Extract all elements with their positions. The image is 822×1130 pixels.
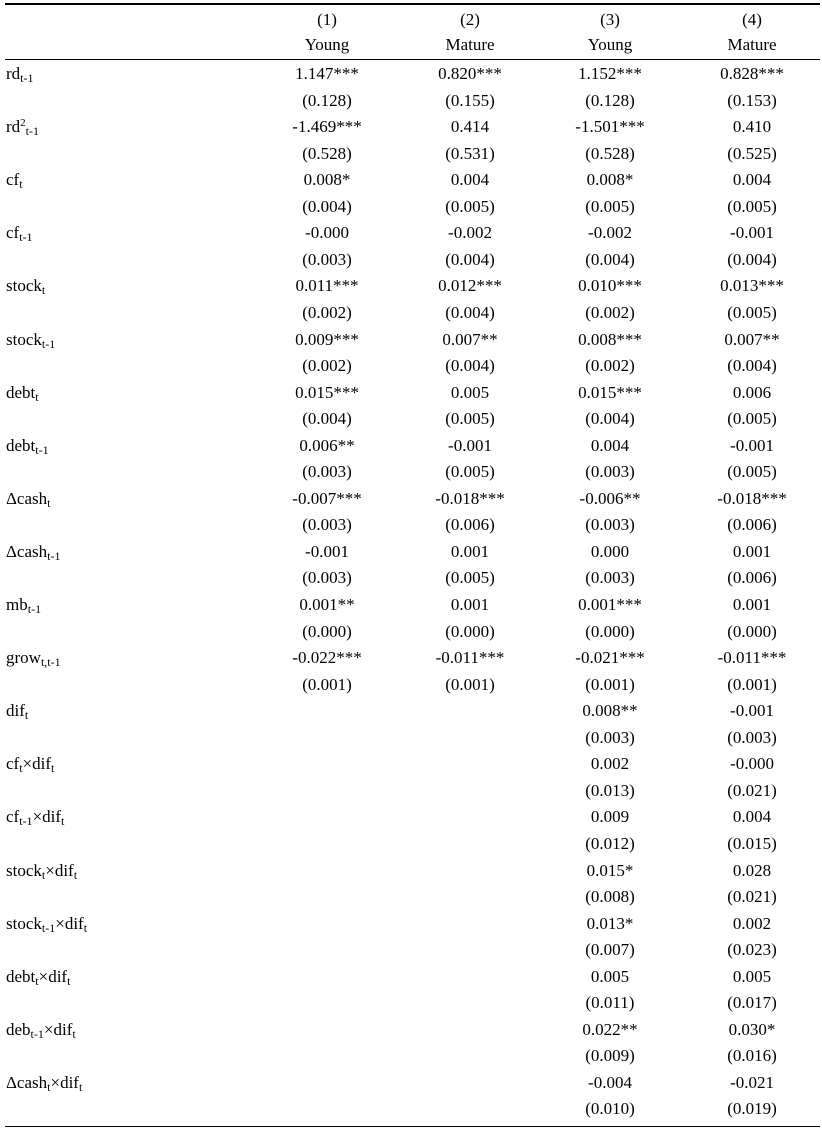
coefficient-cell: 0.820*** — [438, 64, 502, 83]
variable-label — [6, 645, 61, 672]
label-part-sub2: t — [83, 920, 88, 935]
label-part-sub: t — [41, 283, 46, 298]
coefficient-cell: 0.008* — [586, 170, 634, 190]
coef-row — [5, 539, 820, 566]
se-row — [5, 778, 820, 805]
coef-row — [5, 61, 820, 88]
variable-label — [6, 486, 50, 513]
se-row — [5, 194, 820, 221]
variable-label — [6, 804, 64, 831]
label-part-sub: t-1 — [35, 442, 49, 457]
label-part-sub2: t — [78, 1079, 83, 1094]
coef-row — [5, 114, 820, 141]
label-part-sub: t-1 — [19, 230, 33, 245]
coefficient-cell: 0.002 — [732, 913, 772, 933]
label-part-base: rd — [6, 64, 21, 83]
label-part-sub: t-1 — [41, 920, 56, 935]
std-error-cell: (0.000) — [302, 621, 352, 641]
label-part-sub2: t — [61, 814, 65, 829]
variable-label — [6, 592, 41, 619]
coefficient-cell: 0.007** — [442, 329, 498, 349]
coef-row — [5, 645, 820, 672]
coefficient-cell: -0.004 — [588, 1072, 632, 1092]
column-group: Mature — [727, 35, 777, 54]
coef-row — [5, 327, 820, 354]
std-error-cell: (0.011) — [585, 993, 635, 1013]
coefficient-cell: -0.001 — [730, 223, 774, 243]
std-error-cell: (0.531) — [445, 143, 495, 163]
coefficient-cell: 0.414 — [450, 117, 490, 137]
label-part-sub: t-1 — [25, 124, 40, 139]
std-error-cell: (0.004) — [445, 249, 495, 269]
std-error-cell — [405, 1096, 535, 1123]
se-row — [5, 247, 820, 274]
top-rule — [5, 3, 820, 5]
coefficient-cell: 0.028 — [732, 860, 772, 880]
label-part-base: cf — [6, 754, 20, 774]
label-part-base2: ×dif — [45, 860, 74, 880]
std-error-cell — [262, 725, 392, 752]
std-error-cell: (0.004) — [727, 356, 777, 375]
std-error-cell — [405, 1043, 535, 1070]
label-part-sub: t — [35, 389, 39, 404]
coef-row — [5, 911, 820, 938]
std-error-cell: (0.005) — [445, 462, 495, 482]
variable-label — [6, 858, 77, 885]
label-part-sub: t — [24, 708, 29, 723]
label-part-base: mb — [6, 595, 28, 614]
coefficient-cell: -0.001 — [730, 701, 774, 721]
coefficient-cell: 0.006** — [299, 435, 355, 455]
std-error-cell: (0.004) — [727, 249, 777, 269]
std-error-cell — [262, 990, 392, 1017]
coefficient-cell: -0.001 — [730, 435, 774, 455]
coef-row — [5, 167, 820, 194]
se-row — [5, 353, 820, 380]
coefficient-cell — [405, 858, 535, 885]
std-error-cell: (0.017) — [727, 993, 777, 1013]
std-error-cell: (0.002) — [302, 302, 352, 322]
std-error-cell: (0.002) — [585, 356, 635, 375]
std-error-cell: (0.001) — [445, 674, 495, 694]
std-error-cell: (0.000) — [727, 621, 777, 641]
std-error-cell: (0.021) — [727, 887, 777, 906]
header-groups-row — [5, 32, 820, 59]
coefficient-cell: 0.015* — [586, 860, 634, 880]
variable-label — [6, 698, 28, 725]
label-part-sub2: t — [67, 973, 71, 988]
se-row — [5, 141, 820, 168]
coef-row — [5, 380, 820, 407]
label-part-base: debt — [6, 966, 36, 986]
std-error-cell: (0.005) — [727, 196, 777, 216]
coefficient-cell — [262, 751, 392, 778]
std-error-cell: (0.002) — [585, 302, 635, 322]
coefficient-cell: 0.001 — [732, 541, 772, 561]
coefficient-cell: 0.001 — [450, 595, 490, 614]
coefficient-cell: 0.410 — [732, 117, 772, 137]
label-part-sub: t — [35, 973, 39, 988]
std-error-cell: (0.006) — [727, 515, 777, 535]
coefficient-cell: -1.501*** — [575, 117, 645, 137]
std-error-cell: (0.003) — [302, 515, 352, 535]
column-group: Mature — [445, 35, 495, 54]
std-error-cell: (0.005) — [445, 409, 495, 429]
std-error-cell: (0.155) — [445, 90, 495, 110]
std-error-cell: (0.001) — [585, 674, 635, 694]
std-error-cell — [262, 1043, 392, 1070]
std-error-cell: (0.012) — [585, 833, 635, 853]
label-part-base2: ×dif — [32, 807, 62, 827]
std-error-cell: (0.019) — [727, 1099, 777, 1119]
variable-label — [6, 539, 60, 566]
label-part-sub: t-1 — [20, 71, 34, 85]
coefficient-cell: 0.001 — [450, 541, 490, 561]
label-part-sub: t — [19, 761, 23, 776]
coefficient-cell: 0.006 — [732, 382, 772, 402]
label-part-sub2: t — [51, 761, 55, 776]
std-error-cell: (0.015) — [727, 833, 777, 853]
coefficient-cell: 0.012*** — [438, 276, 502, 296]
coefficient-cell: 0.008*** — [578, 329, 642, 349]
label-part-sub: t — [19, 177, 23, 192]
coefficient-cell: 0.008* — [303, 170, 351, 190]
std-error-cell: (0.002) — [302, 356, 352, 375]
label-part-base: deb — [6, 1019, 31, 1039]
std-error-cell — [262, 1096, 392, 1123]
std-error-cell — [405, 778, 535, 805]
coef-row — [5, 486, 820, 513]
label-part-sup: 2 — [20, 117, 26, 130]
se-row — [5, 937, 820, 964]
label-part-base2: ×dif — [22, 754, 52, 774]
variable-label — [6, 911, 87, 938]
std-error-cell: (0.128) — [302, 90, 352, 110]
label-part-base: rd — [6, 117, 21, 137]
se-row — [5, 884, 820, 911]
label-part-sub: t-1 — [30, 1026, 44, 1041]
std-error-cell: (0.153) — [727, 90, 777, 110]
variable-label — [6, 327, 55, 354]
label-part-sub: t — [47, 495, 51, 510]
coefficient-cell: 0.007** — [724, 329, 780, 349]
label-part-sub2: t — [73, 867, 78, 882]
label-part-sub: t-1 — [27, 602, 42, 616]
coef-row — [5, 804, 820, 831]
std-error-cell: (0.006) — [445, 515, 495, 535]
variable-label — [6, 273, 45, 300]
label-part-sub2: t — [72, 1026, 76, 1041]
coefficient-cell: 0.004 — [732, 807, 772, 827]
std-error-cell: (0.000) — [585, 621, 635, 641]
coefficient-cell: 0.015*** — [295, 382, 359, 402]
coefficient-cell — [405, 1070, 535, 1097]
coef-row — [5, 273, 820, 300]
std-error-cell: (0.001) — [727, 674, 777, 694]
label-part-sub: t-1 — [47, 548, 61, 563]
coefficient-cell: -0.007*** — [292, 488, 362, 508]
label-part-base: Δcash — [6, 488, 48, 508]
coefficient-cell: -1.469*** — [292, 117, 362, 137]
label-part-base: grow — [6, 648, 41, 668]
std-error-cell: (0.004) — [585, 249, 635, 269]
std-error-cell: (0.003) — [727, 727, 777, 747]
label-part-sub: t — [47, 1079, 51, 1094]
label-part-base2: ×dif — [38, 966, 68, 986]
coefficient-cell: 1.147*** — [295, 64, 359, 83]
coefficient-cell — [405, 698, 535, 725]
column-number: (2) — [460, 10, 480, 29]
coefficient-cell — [405, 804, 535, 831]
se-row — [5, 672, 820, 699]
coefficient-cell: 0.022** — [582, 1019, 638, 1039]
variable-label — [6, 1070, 82, 1097]
coefficient-cell — [405, 911, 535, 938]
se-row — [5, 831, 820, 858]
std-error-cell — [405, 884, 535, 911]
std-error-cell — [405, 725, 535, 752]
std-error-cell: (0.006) — [727, 568, 777, 588]
variable-label — [6, 61, 34, 88]
label-part-base: cf — [6, 170, 20, 190]
std-error-cell: (0.004) — [445, 302, 495, 322]
coefficient-cell: -0.001 — [448, 435, 492, 455]
coefficient-cell: 0.005 — [450, 382, 490, 402]
se-row — [5, 565, 820, 592]
std-error-cell: (0.525) — [727, 143, 777, 163]
coef-row — [5, 1070, 820, 1097]
label-part-base: dif — [6, 701, 25, 721]
label-part-base: Δcash — [6, 1072, 48, 1092]
std-error-cell: (0.528) — [585, 143, 635, 163]
std-error-cell: (0.000) — [445, 621, 495, 641]
se-row — [5, 459, 820, 486]
coef-row — [5, 433, 820, 460]
std-error-cell: (0.009) — [585, 1046, 635, 1066]
coef-row — [5, 1017, 820, 1044]
label-part-sub: t,t-1 — [40, 655, 61, 670]
coefficient-cell: -0.021*** — [575, 648, 645, 668]
column-group: Young — [587, 35, 633, 54]
coefficient-cell: -0.002 — [448, 223, 492, 243]
coefficient-cell — [262, 804, 392, 831]
coefficient-cell: -0.001 — [305, 541, 349, 561]
se-row — [5, 1043, 820, 1070]
coefficient-cell: 0.004 — [732, 170, 772, 190]
coefficient-cell: -0.006** — [579, 488, 641, 508]
se-row — [5, 88, 820, 115]
bottom-rule — [5, 1126, 820, 1127]
std-error-cell: (0.128) — [585, 90, 635, 110]
std-error-cell: (0.007) — [585, 940, 635, 960]
coefficient-cell: 0.001 — [732, 595, 772, 614]
variable-label — [6, 433, 49, 460]
coef-row — [5, 698, 820, 725]
header-rule — [5, 59, 820, 60]
coefficient-cell — [262, 1070, 392, 1097]
std-error-cell — [405, 937, 535, 964]
label-part-base: stock — [6, 860, 42, 880]
coefficient-cell: 0.005 — [590, 966, 630, 986]
coefficient-cell — [405, 751, 535, 778]
label-part-sub: t-1 — [19, 814, 33, 829]
std-error-cell: (0.023) — [727, 940, 777, 960]
variable-label — [6, 167, 23, 194]
coefficient-cell: 0.002 — [590, 754, 630, 774]
coefficient-cell: 0.009*** — [295, 329, 359, 349]
std-error-cell: (0.003) — [302, 249, 352, 269]
se-row — [5, 512, 820, 539]
coefficient-cell: -0.022*** — [292, 648, 362, 668]
std-error-cell: (0.003) — [302, 462, 352, 482]
coefficient-cell: -0.000 — [305, 223, 349, 243]
se-row — [5, 990, 820, 1017]
label-part-base: debt — [6, 435, 36, 455]
se-row — [5, 300, 820, 327]
std-error-cell: (0.005) — [727, 302, 777, 322]
coef-row — [5, 592, 820, 619]
std-error-cell: (0.004) — [585, 409, 635, 429]
std-error-cell: (0.003) — [585, 727, 635, 747]
column-number: (3) — [600, 10, 620, 29]
variable-label — [6, 1017, 76, 1044]
label-part-base: stock — [6, 913, 42, 933]
coefficient-cell: 0.004 — [590, 435, 630, 455]
label-part-sub: t — [41, 867, 46, 882]
coefficient-cell: -0.011*** — [717, 648, 787, 668]
coefficient-cell: 0.001** — [299, 595, 355, 614]
std-error-cell: (0.021) — [727, 780, 777, 800]
variable-label — [6, 751, 54, 778]
header-numbers-row — [5, 7, 820, 34]
coefficient-cell: 0.828*** — [720, 64, 784, 83]
coef-row — [5, 858, 820, 885]
std-error-cell — [262, 884, 392, 911]
coefficient-cell: -0.002 — [588, 223, 632, 243]
coefficient-cell — [262, 964, 392, 991]
label-part-base: debt — [6, 382, 36, 402]
coef-row — [5, 220, 820, 247]
coefficient-cell: 0.000 — [590, 541, 630, 561]
std-error-cell: (0.528) — [302, 143, 352, 163]
label-part-base2: ×dif — [43, 1019, 73, 1039]
column-group: Young — [304, 35, 350, 54]
std-error-cell: (0.001) — [302, 674, 352, 694]
se-row — [5, 406, 820, 433]
label-part-base: stock — [6, 329, 42, 349]
label-part-sub: t-1 — [41, 336, 56, 351]
std-error-cell: (0.004) — [302, 409, 352, 429]
std-error-cell — [262, 937, 392, 964]
std-error-cell: (0.005) — [727, 409, 777, 429]
coefficient-cell: 0.009 — [590, 807, 630, 827]
coefficient-cell: -0.000 — [730, 754, 774, 774]
coefficient-cell: 0.004 — [450, 170, 490, 190]
coefficient-cell: 0.030* — [728, 1019, 776, 1039]
label-part-base: Δcash — [6, 541, 48, 561]
variable-label — [6, 114, 39, 141]
column-number: (1) — [317, 10, 337, 29]
coefficient-cell — [405, 964, 535, 991]
std-error-cell: (0.004) — [302, 196, 352, 216]
std-error-cell: (0.013) — [585, 780, 635, 800]
std-error-cell: (0.010) — [585, 1099, 635, 1119]
coefficient-cell: 0.008** — [582, 701, 638, 721]
coef-row — [5, 751, 820, 778]
coefficient-cell: 0.011*** — [295, 276, 359, 296]
std-error-cell: (0.005) — [585, 196, 635, 216]
coefficient-cell — [262, 1017, 392, 1044]
label-part-base2: ×dif — [55, 913, 84, 933]
variable-label — [6, 380, 39, 407]
coefficient-cell: 0.001*** — [578, 595, 642, 614]
variable-label — [6, 964, 70, 991]
coefficient-cell: 0.015*** — [578, 382, 642, 402]
se-row — [5, 1096, 820, 1123]
std-error-cell — [405, 990, 535, 1017]
std-error-cell: (0.003) — [302, 568, 352, 588]
coefficient-cell: 0.010*** — [578, 276, 642, 296]
coefficient-cell — [262, 911, 392, 938]
label-part-base: cf — [6, 223, 20, 243]
coef-row — [5, 964, 820, 991]
coefficient-cell: -0.018*** — [435, 488, 505, 508]
coefficient-cell: 0.013* — [586, 913, 634, 933]
std-error-cell: (0.003) — [585, 462, 635, 482]
coefficient-cell — [405, 1017, 535, 1044]
label-part-base2: ×dif — [50, 1072, 79, 1092]
coefficient-cell — [262, 858, 392, 885]
std-error-cell — [262, 831, 392, 858]
variable-label — [6, 220, 33, 247]
std-error-cell — [405, 831, 535, 858]
std-error-cell: (0.005) — [727, 462, 777, 482]
std-error-cell: (0.004) — [445, 356, 495, 375]
coefficient-cell: -0.011*** — [435, 648, 505, 668]
std-error-cell: (0.003) — [585, 515, 635, 535]
std-error-cell: (0.003) — [585, 568, 635, 588]
std-error-cell: (0.005) — [445, 568, 495, 588]
coefficient-cell: 0.005 — [732, 966, 772, 986]
column-number: (4) — [742, 10, 762, 29]
label-part-base: cf — [6, 807, 20, 827]
se-row — [5, 725, 820, 752]
coefficient-cell: 1.152*** — [578, 64, 642, 83]
se-row — [5, 619, 820, 646]
coefficient-cell: -0.018*** — [717, 488, 787, 508]
std-error-cell: (0.016) — [727, 1046, 777, 1066]
std-error-cell: (0.008) — [585, 887, 635, 906]
label-part-base: stock — [6, 276, 42, 296]
std-error-cell — [262, 778, 392, 805]
coefficient-cell — [262, 698, 392, 725]
std-error-cell: (0.005) — [445, 196, 495, 216]
coefficient-cell: -0.021 — [730, 1072, 774, 1092]
coefficient-cell: 0.013*** — [720, 276, 784, 296]
